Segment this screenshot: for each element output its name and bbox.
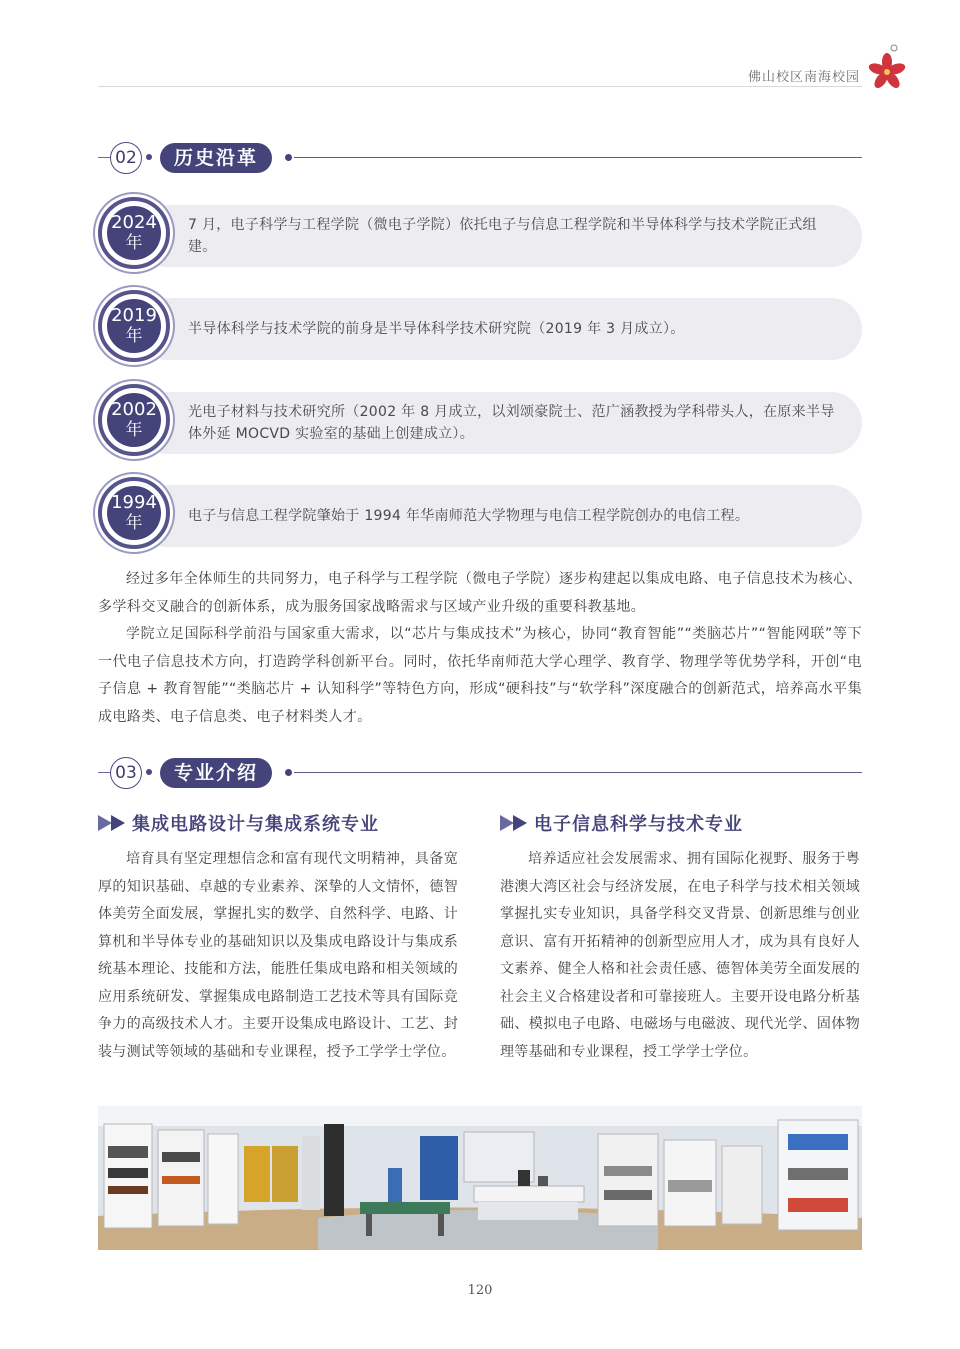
year-badge [98, 290, 170, 362]
history-section-heading [98, 141, 862, 175]
timeline-year-unit: 年 [125, 233, 143, 253]
double-arrow-icon [500, 815, 530, 831]
major-description: 培育具有坚定理想信念和富有现代文明精神，具备宽厚的知识基础、卓越的专业素养、深挚的人文情怀，德智体美劳全面发展，掌握扎实的数学、自然科学、电路、计算机和半导体专业的基础知识以及集成电路设计与集成系统基本理论、技能和方法，能胜任集成电路和相关领域的应用系统研发、掌握集成电路制造工艺技术等具有国际竞争力的高级技术人才。主要开设集成电路设计、工艺、封装与测试等领域的基础和专业课程，授予工学学士学位。 [98, 851, 458, 1060]
heading-dot [285, 154, 292, 161]
heading-dot [285, 769, 292, 776]
timeline-text [188, 298, 844, 360]
double-arrow-icon [98, 815, 128, 831]
heading-trail-line [294, 772, 862, 773]
majors-section-heading [98, 756, 862, 790]
history-paragraph: 经过多年全体师生的共同努力，电子科学与工程学院（微电子学院）逐步构建起以集成电路、电子信息技术为核心、多学科交叉融合的创新体系，成为服务国家战略需求与区域产业升级的重要科教基地。 [98, 571, 862, 615]
year-badge [98, 384, 170, 456]
heading-trail-line [294, 157, 862, 158]
section-title: 专业介绍 [160, 758, 272, 788]
heading-dot [146, 154, 152, 160]
timeline-year: 1994 [111, 492, 157, 513]
flower-logo-icon [866, 42, 908, 90]
timeline-item [98, 290, 862, 368]
campus-label: 佛山校区南海校园 [747, 70, 860, 85]
section-number: 03 [110, 757, 142, 789]
timeline-year: 2002 [111, 399, 157, 420]
section-title: 历史沿革 [160, 143, 272, 173]
year-badge-inner [107, 393, 161, 447]
header-divider [98, 86, 862, 87]
major-title [500, 810, 743, 836]
year-badge [98, 197, 170, 269]
timeline-item [98, 477, 862, 555]
timeline-text [188, 205, 844, 267]
year-badge [98, 477, 170, 549]
section-number: 02 [110, 142, 142, 174]
major-description: 培养适应社会发展需求、拥有国际化视野、服务于粤港澳大湾区社会与经济发展，在电子科学与技术相关领域掌握扎实专业知识，具备学科交叉背景、创新思维与创业意识、富有开拓精神的创新型应用人才，成为具有良好人文素养、健全人格和社会责任感、德智体美劳全面发展的社会主义合格建设者和可靠接班人。主要开设电路分析基础、模拟电子电路、电磁场与电磁波、现代光学、固体物理等基础和专业课程，授工学学士学位。 [500, 851, 860, 1060]
timeline-year: 2019 [111, 305, 157, 326]
timeline-text-content: 光电子材料与技术研究所（2002 年 8 月成立，以刘颂豪院士、范广涵教授为学科带头人，在原来半导体外延 MOCVD 实验室的基础上创建成立）。 [188, 404, 835, 442]
page-number: 120 [467, 1283, 493, 1298]
timeline-text [188, 485, 844, 547]
timeline-year: 2024 [111, 212, 157, 233]
history-paragraph: 学院立足国际科学前沿与国家重大需求，以“芯片与集成技术”为核心，协同“教育智能”“类脑芯片”“智能网联”等下一代电子信息技术方向，打造跨学科创新平台。同时，依托华南师范大学心理学、教育学、物理学等优势学科，开创“电子信息 + 教育智能”“类脑芯片 + 认知科学”等特色方向，形成“硬科技”与“软学科”深度融合的创新范式，培养高水平集成电路类、电子信息类、电子材料类人才。 [98, 626, 862, 725]
major-title-text: 集成电路设计与集成系统专业 [132, 814, 379, 835]
lab-photo-illustration [98, 1106, 862, 1250]
lab-panorama-photo [98, 1106, 862, 1250]
major-title-text: 电子信息科学与技术专业 [534, 814, 743, 835]
timeline-item [98, 384, 862, 462]
major-title [98, 810, 379, 836]
timeline-text [188, 392, 844, 454]
timeline-text-content: 7 月，电子科学与工程学院（微电子学院）依托电子与信息工程学院和半导体科学与技术学院正式组建。 [188, 217, 817, 255]
timeline-text-content: 电子与信息工程学院肇始于 1994 年华南师范大学物理与电信工程学院创办的电信工程。 [188, 508, 750, 524]
timeline-year-unit: 年 [125, 420, 143, 440]
heading-dot [146, 769, 152, 775]
year-badge-inner [107, 206, 161, 260]
year-badge-inner [107, 486, 161, 540]
year-badge-inner [107, 299, 161, 353]
timeline-year-unit: 年 [125, 513, 143, 533]
timeline-item [98, 197, 862, 275]
timeline-text-content: 半导体科学与技术学院的前身是半导体科学技术研究院（2019 年 3 月成立）。 [188, 321, 685, 337]
timeline-year-unit: 年 [125, 326, 143, 346]
